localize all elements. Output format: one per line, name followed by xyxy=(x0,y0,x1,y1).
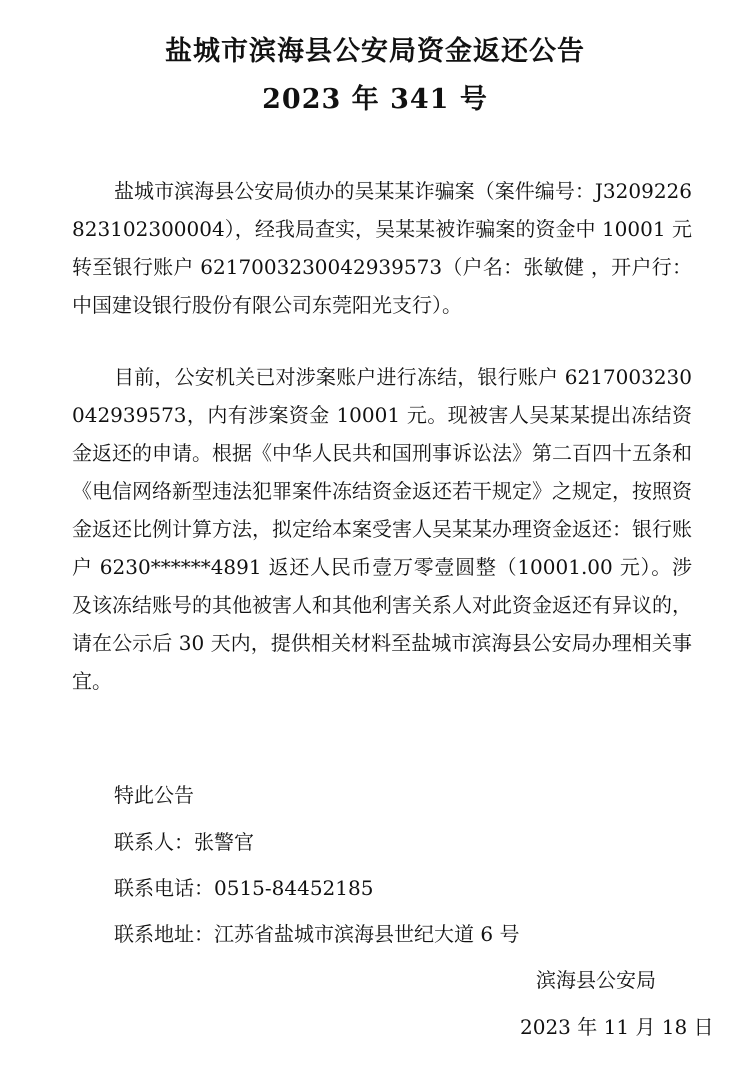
notice-number: 2023 年 341 号 xyxy=(262,84,488,115)
issue-date: 2023 年 11 月 18 日 xyxy=(520,1015,714,1039)
notice-title: 盐城市滨海县公安局资金返还公告 xyxy=(165,36,585,67)
contact-person: 联系人：张警官 xyxy=(114,830,254,854)
notice-paragraph-refund: 目前，公安机关已对涉案账户进行冻结，银行账户 6217003230042939573，内有涉案资金 10001 元。现被害人吴某某提出冻结资金返还的申请。根据《中华人民共和国刑事诉讼法》第二百四十五条和《电信网络新型违法犯罪案件冻结资金返还若干规定》之规定，按照资金返还比例计算方法，拟定给本案受害人吴某某办理资金返还：银行账户 6230******4891 返还人民币壹万零壹圆整（10001.00 元）。涉及该冻结账号的其他被害人和其他利害关系人对此资金返还有异议的，请在公示后 30 天内，提供相关材料至盐城市滨海县公安局办理相关事宜。 xyxy=(72,365,692,693)
closing-text: 特此公告 xyxy=(114,783,194,807)
notice-paragraph-case: 盐城市滨海县公安局侦办的吴某某诈骗案（案件编号：J3209226823102300004），经我局查实，吴某某被诈骗案的资金中 10001 元转至银行账户 6217003230042939573（户名：张敏健 ，开户行：中国建设银行股份有限公司东莞阳光支行）。 xyxy=(72,179,692,317)
contact-address: 联系地址：江苏省盐城市滨海县世纪大道 6 号 xyxy=(114,922,520,946)
issuer-name: 滨海县公安局 xyxy=(536,968,656,992)
contact-phone: 联系电话：0515-84452185 xyxy=(114,876,374,900)
